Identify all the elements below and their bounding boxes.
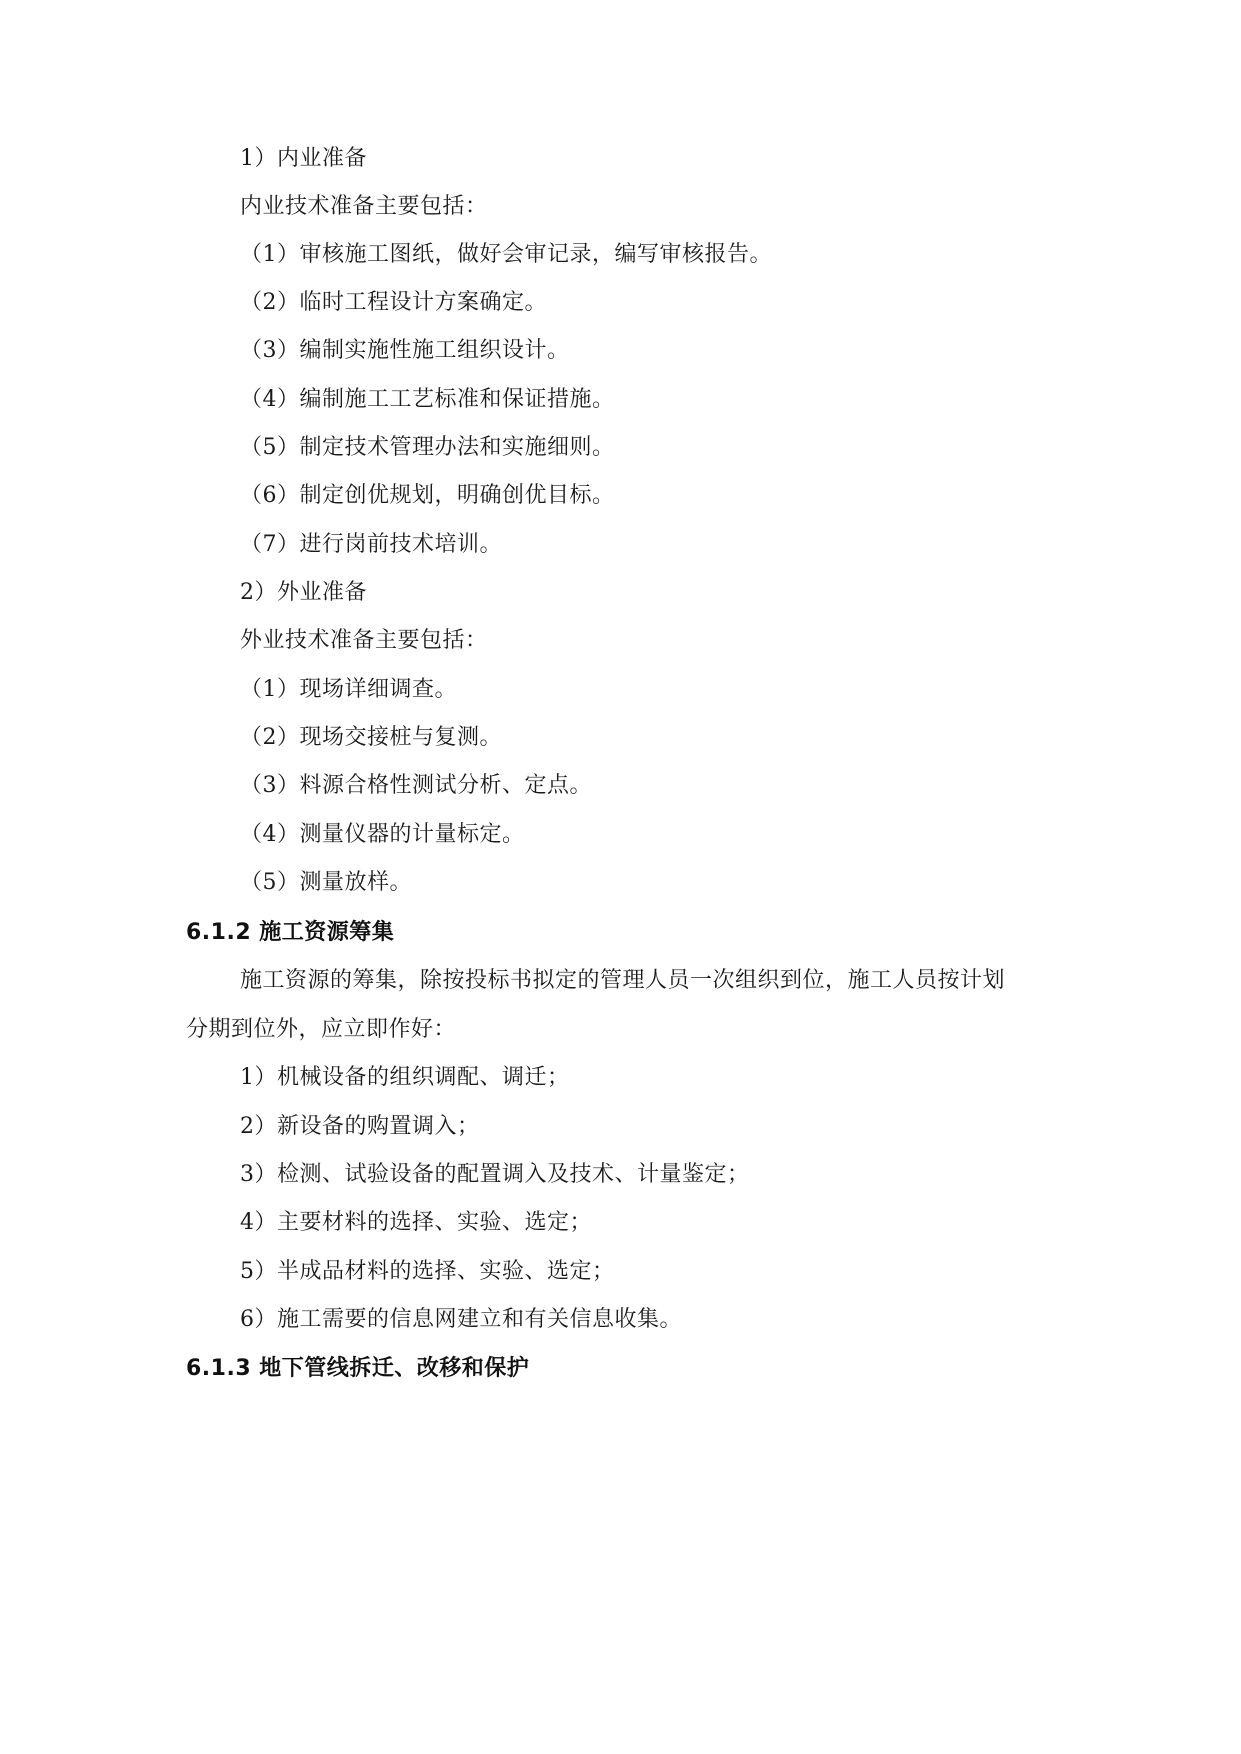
list-item: （1）审核施工图纸，做好会审记录，编写审核报告。 (240, 242, 772, 267)
paragraph-line: 施工资源的筹集，除按投标书拟定的管理人员一次组织到位，施工人员按计划 (240, 968, 1006, 993)
external-prep-intro: 外业技术准备主要包括： (240, 628, 488, 653)
list-item: 5）半成品材料的选择、实验、选定； (240, 1259, 615, 1284)
list-item: 1）机械设备的组织调配、调迁； (240, 1065, 570, 1090)
internal-prep-intro: 内业技术准备主要包括： (240, 194, 488, 219)
list-item: （3）编制实施性施工组织设计。 (240, 338, 570, 363)
subsection-title-external-prep: 2）外业准备 (240, 580, 367, 605)
list-item: （1）现场详细调查。 (240, 677, 457, 702)
list-item: （4）编制施工工艺标准和保证措施。 (240, 387, 615, 412)
list-item: 3）检测、试验设备的配置调入及技术、计量鉴定； (240, 1162, 750, 1187)
subsection-title-internal-prep: 1）内业准备 (240, 146, 367, 171)
section-heading-6-1-3: 6.1.3 地下管线拆迁、改移和保护 (186, 1356, 530, 1381)
list-item: 4）主要材料的选择、实验、选定； (240, 1210, 592, 1235)
list-item: （4）测量仪器的计量标定。 (240, 822, 525, 847)
list-item: （5）测量放样。 (240, 870, 412, 895)
list-item: （2）现场交接桩与复测。 (240, 725, 502, 750)
list-item: （5）制定技术管理办法和实施细则。 (240, 435, 615, 460)
list-item: （2）临时工程设计方案确定。 (240, 290, 547, 315)
list-item: 2）新设备的购置调入； (240, 1114, 480, 1139)
list-item: 6）施工需要的信息网建立和有关信息收集。 (240, 1307, 682, 1332)
list-item: （6）制定创优规划，明确创优目标。 (240, 483, 615, 508)
section-heading-6-1-2: 6.1.2 施工资源筹集 (186, 920, 395, 945)
list-item: （3）料源合格性测试分析、定点。 (240, 773, 592, 798)
paragraph-line: 分期到位外，应立即作好： (186, 1017, 457, 1042)
list-item: （7）进行岗前技术培训。 (240, 532, 502, 557)
